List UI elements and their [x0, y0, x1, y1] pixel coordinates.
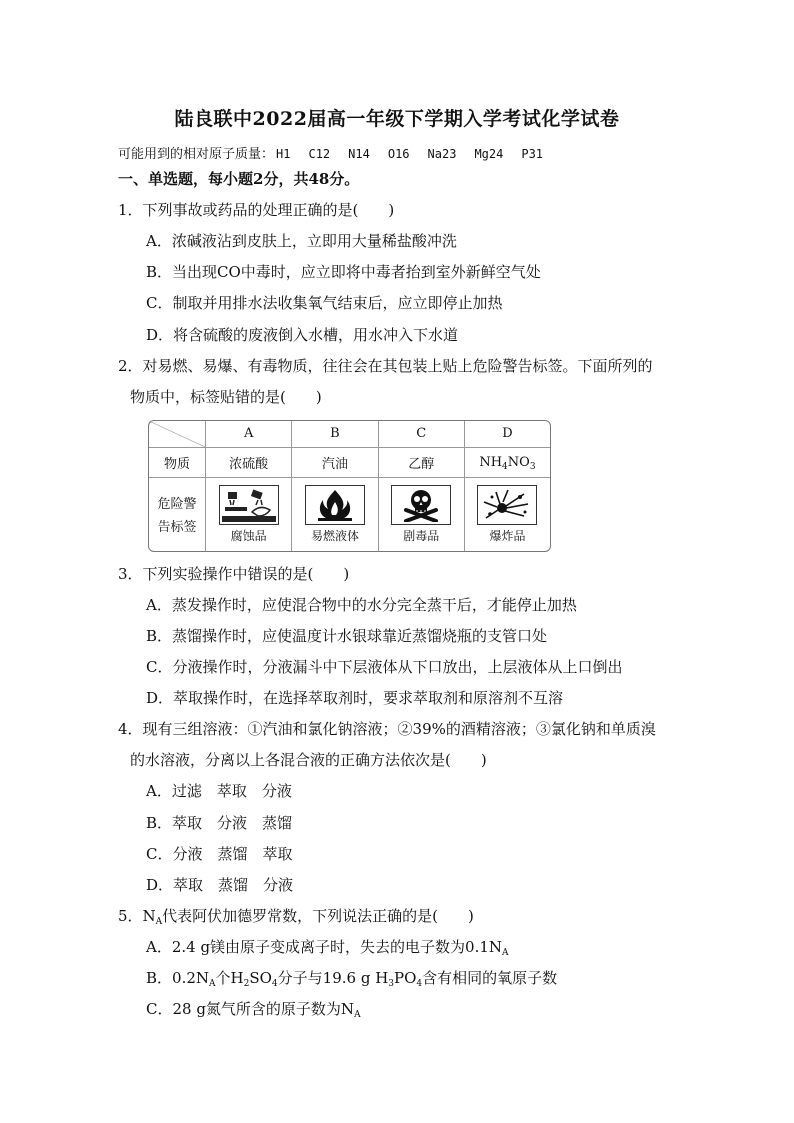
- table-column-header: C: [378, 421, 464, 447]
- question-3-option-d: D．萃取操作时，在选择萃取剂时，要求萃取剂和原溶剂不互溶: [146, 689, 564, 707]
- atomic-mass-line: [118, 144, 561, 165]
- question-3-stem: 3．下列实验操作中错误的是( ): [118, 565, 350, 583]
- hazard-label-text: 爆炸品: [489, 528, 526, 543]
- table-row-header: 物质: [149, 447, 206, 477]
- table-column-header: B: [292, 421, 378, 447]
- table-corner-cell: [149, 421, 206, 447]
- question-2-stem-line2: 物质中，标签贴错的是( ): [130, 388, 322, 406]
- table-cell-label: [206, 477, 292, 551]
- question-4-option-b: B．萃取 分液 蒸馏: [146, 814, 293, 832]
- question-4-stem-line1: 4．现有三组溶液：①汽油和氯化钠溶液；②39%的酒精溶液；③氯化钠和单质溴: [118, 720, 656, 738]
- atomic-mass-item: H1: [276, 147, 291, 161]
- table-cell-substance: [464, 447, 550, 477]
- question-5-option-c: C．28 g氮气所含的原子数为$N_A$: [146, 1000, 361, 1020]
- table-cell-substance: 汽油: [292, 447, 378, 477]
- row-header-line: 告标签: [157, 520, 197, 536]
- atomic-mass-item: Mg24: [474, 147, 504, 161]
- question-1-option-c: C．制取并用排水法收集氧气结束后，应立即停止加热: [146, 294, 503, 312]
- question-3-option-c: C．分液操作时，分液漏斗中下层液体从下口放出，上层液体从上口倒出: [146, 658, 623, 676]
- atomic-mass-label: 可能用到的相对原子质量：: [118, 147, 275, 162]
- hazard-label-text: 剧毒品: [403, 528, 440, 543]
- question-2-stem-line1: 2．对易燃、易爆、有毒物质，往往会在其包装上贴上危险警告标签。下面所列的: [118, 357, 653, 375]
- question-3-option-b: B．蒸馏操作时，应使温度计水银球靠近蒸馏烧瓶的支管口处: [146, 627, 548, 645]
- question-1-stem: 1．下列事故或药品的处理正确的是( ): [118, 201, 395, 219]
- section-heading: 一、单选题，每小题2分，共48分。: [118, 170, 360, 188]
- table-cell-substance: 乙醇: [378, 447, 464, 477]
- atomic-mass-item: O16: [387, 147, 410, 161]
- question-4-stem-line2: 的水溶液，分离以上各混合液的正确方法依次是( ): [130, 751, 487, 769]
- table-cell-label: [378, 477, 464, 551]
- hazard-label-text: 易燃液体: [310, 528, 359, 543]
- question-1-option-d: D．将含硫酸的废液倒入水槽，用水冲入下水道: [146, 326, 459, 344]
- table-column-header: D: [464, 421, 550, 447]
- hazard-label-table: [148, 420, 551, 552]
- atomic-mass-item: P31: [521, 147, 544, 161]
- atomic-mass-item: Na23: [427, 147, 457, 161]
- corrosive-icon: [219, 485, 279, 525]
- table-row-header: [149, 477, 206, 551]
- page-title: 陆良联中2022届高一年级下学期入学考试化学试卷: [174, 108, 620, 130]
- row-header-line: 危险警: [157, 497, 197, 513]
- table-cell-substance: 浓硫酸: [206, 447, 292, 477]
- question-4-option-a: A．过滤 萃取 分液: [146, 782, 292, 800]
- question-3-option-a: A．蒸发操作时，应使混合物中的水分完全蒸干后，才能停止加热: [146, 596, 577, 614]
- flame-icon: [305, 485, 365, 525]
- question-1-option-b: B．当出现CO中毒时，应立即将中毒者抬到室外新鲜空气处: [146, 263, 541, 281]
- question-1-option-a: A．浓碱液沾到皮肤上，立即用大量稀盐酸冲洗: [146, 232, 457, 250]
- table-column-header: A: [206, 421, 292, 447]
- explosion-icon: [477, 485, 537, 525]
- question-5-stem: 5．$N_A$代表阿伏加德罗常数，下列说法正确的是( ): [118, 907, 474, 927]
- skull-crossbones-icon: [391, 485, 451, 525]
- hazard-label-text: 腐蚀品: [230, 528, 267, 543]
- atomic-mass-item: N14: [348, 147, 370, 161]
- table-cell-label: [292, 477, 378, 551]
- atomic-mass-item: C12: [308, 147, 331, 161]
- table-cell-label: [464, 477, 550, 551]
- question-4-option-d: D．萃取 蒸馏 分液: [146, 876, 294, 894]
- formula-nh4no3: $NH_4NO_3$: [479, 454, 536, 472]
- question-5-option-b: B．$0.2N_A$个$H_2SO_4$分子与19.6 g $H_3PO_4$含有相同的氧原子数: [146, 969, 558, 989]
- question-5-option-a: A．2.4 g镁由原子变成离子时，失去的电子数为$0.1N_A$: [146, 938, 509, 958]
- question-4-option-c: C．分液 蒸馏 萃取: [146, 845, 293, 863]
